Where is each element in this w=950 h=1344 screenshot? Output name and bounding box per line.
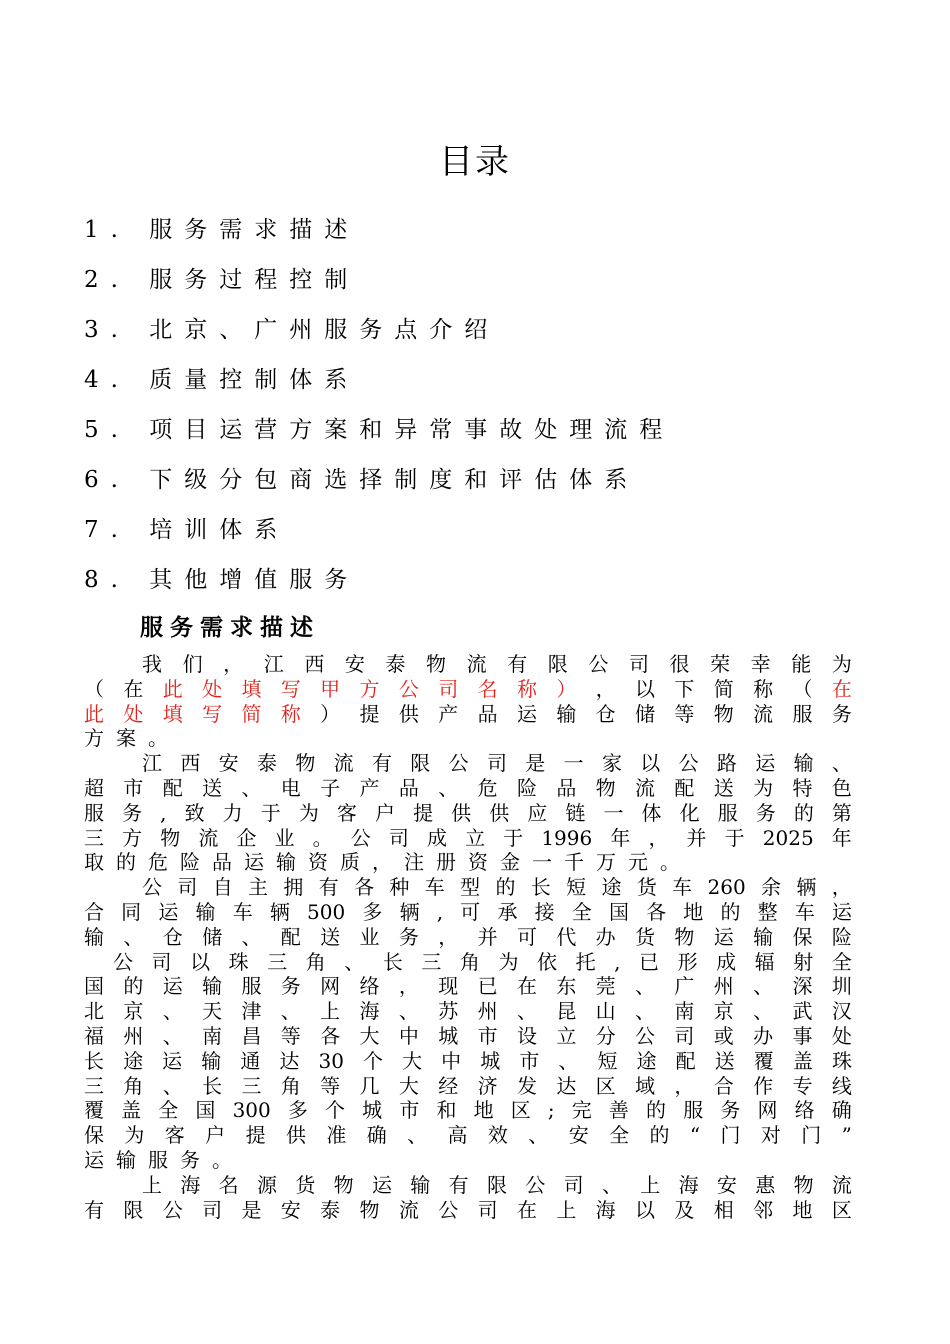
- toc-item-7[interactable]: 7. 培训体系: [84, 517, 290, 543]
- paragraph-line: 保 为 客 户 提 供 准 确 、 高 效 、 安 全 的 “ 门 对 门 ”: [84, 1123, 852, 1148]
- paragraph-line: 取 的 危 险 品 运 输 资 质 ， 注 册 资 金 一 千 万 元 。: [84, 850, 692, 875]
- paragraph-line: 此 处 填 写 简 称 ） 提 供 产 品 运 输 仓 储 等 物 流 服 务: [84, 701, 852, 726]
- toc-list: [84, 212, 674, 612]
- toc-item-6[interactable]: 6. 下级分包商选择制度和评估体系: [84, 467, 640, 493]
- paragraph-line: 上 海 名 源 货 物 运 输 有 限 公 司 、 上 海 安 惠 物 流: [142, 1172, 852, 1197]
- paragraph-line: （ 在 此 处 填 写 甲 方 公 司 名 称 ） ， 以 下 简 称 （ 在: [84, 676, 852, 701]
- paragraph-line: 有 限 公 司 是 安 泰 物 流 公 司 在 上 海 以 及 相 邻 地 区: [84, 1197, 852, 1222]
- toc-item-3[interactable]: 3. 北京、广州服务点介绍: [84, 317, 500, 343]
- paragraph-line: 福 州 、 南 昌 等 各 大 中 城 市 设 立 分 公 司 或 办 事 处: [84, 1023, 852, 1048]
- paragraph-line: 覆 盖 全 国 300 多 个 城 市 和 地 区 ; 完 善 的 服 务 网 络 确: [84, 1098, 852, 1123]
- paragraph-line: 长 途 运 输 通 达 30 个 大 中 城 市 、 短 途 配 送 覆 盖 珠: [84, 1048, 852, 1073]
- paragraph-line: 运 输 服 务 。: [84, 1147, 244, 1172]
- toc-item-2[interactable]: 2. 服务过程控制: [84, 267, 360, 293]
- paragraph-line: 三 方 物 流 企 业 。 公 司 成 立 于 1996 年 ， 并 于 2025 年: [84, 825, 852, 850]
- toc-item-5[interactable]: 5. 项目运营方案和异常事故处理流程: [84, 417, 675, 443]
- paragraph-line: 三 角 、 长 三 角 等 几 大 经 济 发 达 区 域 ， 合 作 专 线: [84, 1073, 852, 1098]
- paragraph-line: 江 西 安 泰 物 流 有 限 公 司 是 一 家 以 公 路 运 输 、: [142, 751, 852, 776]
- body-text: [84, 652, 852, 1222]
- toc-item-1[interactable]: 1. 服务需求描述: [84, 217, 360, 243]
- paragraph-line: 方 案 。: [84, 726, 180, 751]
- paragraph-line: 公 司 以 珠 三 角 、 长 三 角 为 依 托 , 已 形 成 辐 射 全: [113, 949, 852, 974]
- section-heading: 服务需求描述: [140, 614, 320, 641]
- toc-item-4[interactable]: 4. 质量控制体系: [84, 367, 360, 393]
- paragraph-line: 输 、 仓 储 、 配 送 业 务 ， 并 可 代 办 货 物 运 输 保 险: [84, 924, 852, 949]
- paragraph-line: 服 务 , 致 力 于 为 客 户 提 供 供 应 链 一 体 化 服 务 的 第: [84, 800, 852, 825]
- paragraph-line: 合 同 运 输 车 辆 500 多 辆 , 可 承 接 全 国 各 地 的 整 车 运: [84, 899, 852, 924]
- paragraph-line: 超 市 配 送 、 电 子 产 品 、 危 险 品 物 流 配 送 为 特 色: [84, 775, 852, 800]
- paragraph-line: 北 京 、 天 津 、 上 海 、 苏 州 、 昆 山 、 南 京 、 武 汉: [84, 999, 852, 1024]
- toc-title: 目录: [439, 142, 511, 182]
- paragraph-line: 公 司 自 主 拥 有 各 种 车 型 的 长 短 途 货 车 260 余 辆 ，: [142, 875, 852, 900]
- paragraph-line: 国 的 运 输 服 务 网 络 ， 现 已 在 东 莞 、 广 州 、 深 圳: [84, 974, 852, 999]
- toc-item-8[interactable]: 8. 其他增值服务: [84, 567, 360, 593]
- paragraph-line: 我 们 ， 江 西 安 泰 物 流 有 限 公 司 很 荣 幸 能 为: [142, 652, 852, 676]
